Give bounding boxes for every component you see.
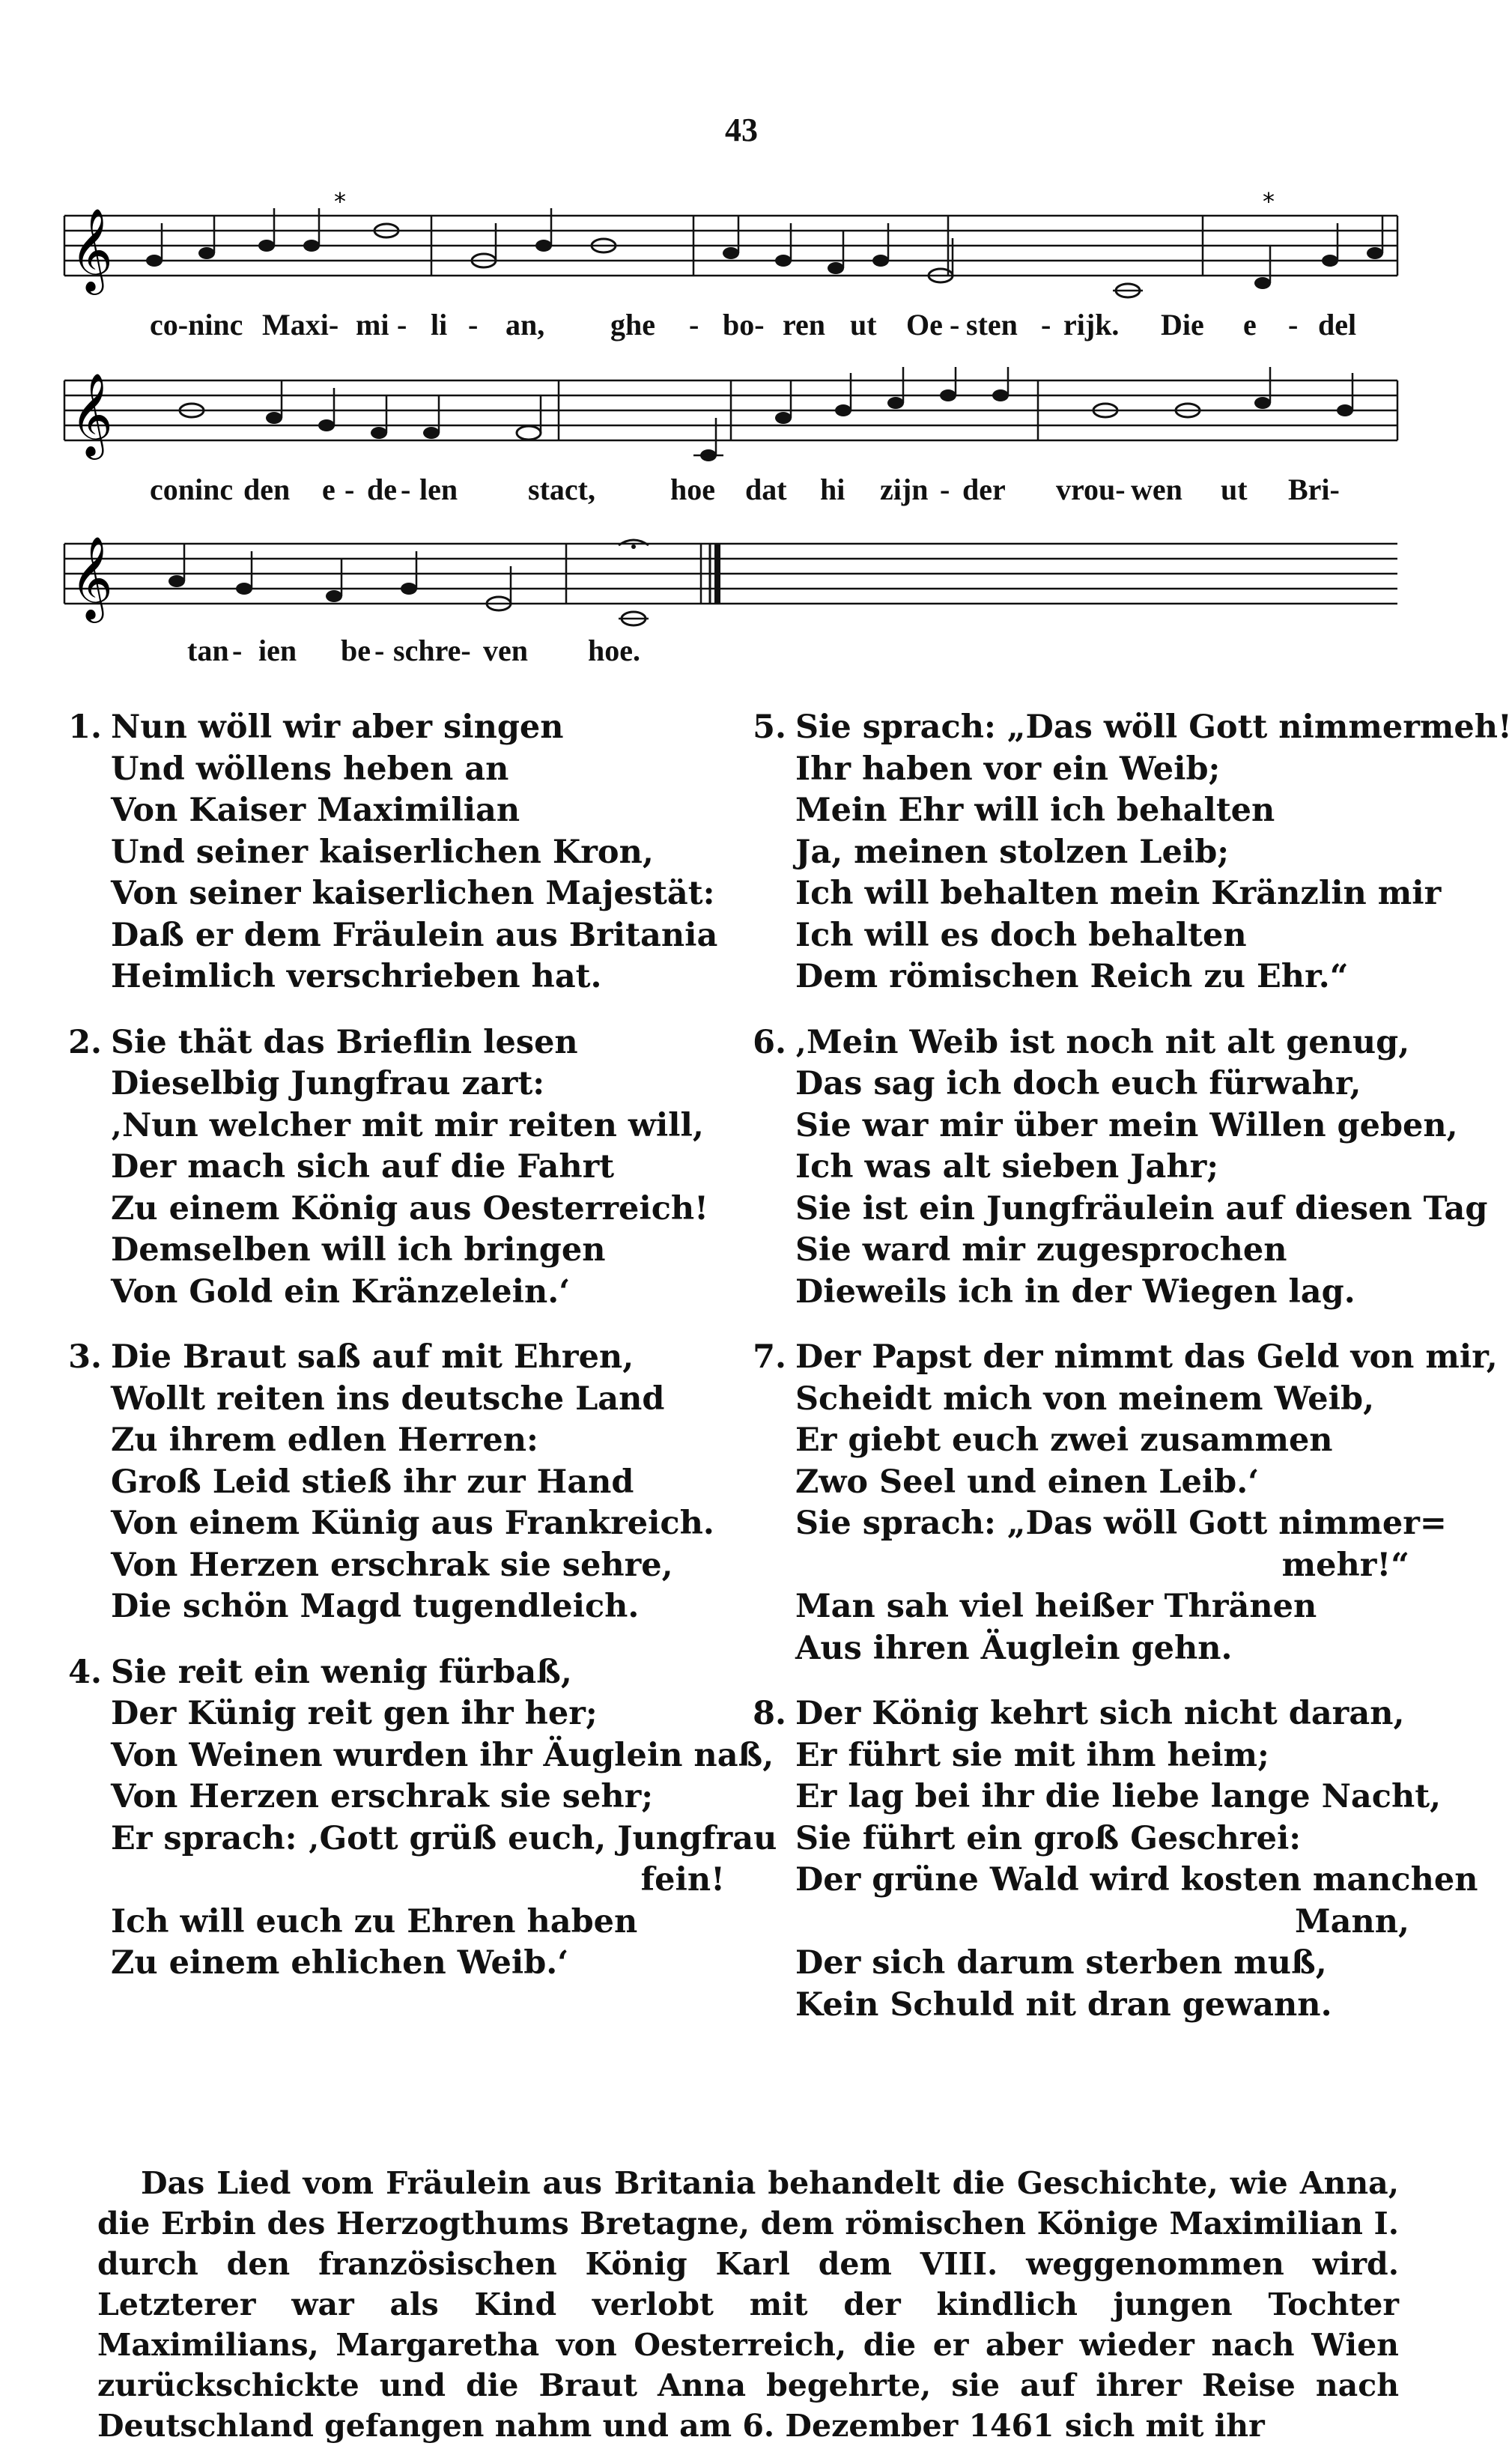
syllable: der [962, 473, 1006, 506]
verse-line-continuation: mehr!“ [1281, 1546, 1409, 1584]
treble-clef-icon: 𝄞 [70, 535, 113, 619]
stanza [68, 707, 725, 998]
svg-text:*: * [334, 187, 346, 216]
stanza [68, 1652, 777, 1985]
stanza-number: 8. [753, 1695, 786, 1732]
syllable: rijk. [1063, 308, 1120, 342]
music-staff-3 [64, 530, 1420, 650]
syllable: ut [850, 308, 877, 342]
syllable: vrou- [1056, 473, 1126, 506]
verse-line: Sie ward mir zugesprochen [795, 1231, 1287, 1269]
verse-line: Der Papst der nimmt das Geld von mir, [795, 1338, 1498, 1376]
verse-line: Ihr haben vor ein Weib; [795, 750, 1221, 788]
verse-line: Nun wöll wir aber singen [111, 708, 564, 746]
syllable: bo- [723, 308, 765, 342]
syllable: dat [745, 473, 787, 506]
syllable: schre- [393, 634, 471, 667]
verse-line: Mein Ehr will ich behalten [795, 792, 1275, 829]
syllable: hi [820, 473, 845, 506]
verse-line: Die schön Magd tugendleich. [111, 1588, 640, 1625]
syllable: coninc [150, 473, 234, 506]
verse-line: Groß Leid stieß ihr zur Hand [111, 1463, 634, 1501]
verse-line: Er giebt euch zwei zusammen [795, 1421, 1333, 1459]
syllable: stact, [528, 473, 595, 506]
stanza-number: 4. [68, 1653, 102, 1691]
verse-line: Aus ihren Äuglein gehn. [795, 1629, 1233, 1667]
stanza-number: 3. [68, 1338, 102, 1376]
verse-line: Wollt reiten ins deutsche Land [111, 1380, 665, 1418]
syllable: - [1288, 308, 1299, 342]
syllable: an, [505, 308, 545, 342]
verse-line: Zu einem König aus Oesterreich! [111, 1189, 709, 1227]
syllable: sten [966, 308, 1018, 342]
syllable: ghe [610, 308, 655, 342]
verse-line: Ich will euch zu Ehren haben [111, 1902, 638, 1940]
verse-line: Er führt sie mit ihm heim; [795, 1736, 1269, 1774]
verse-line: Ich will behalten mein Kränzlin mir [795, 875, 1442, 912]
verse-line: Von Herzen erschrak sie sehr; [111, 1778, 654, 1815]
syllable: del [1318, 308, 1357, 342]
syllable: - [374, 634, 385, 667]
verse-line: Ich was alt sieben Jahr; [795, 1148, 1219, 1186]
verse-line: ‚Mein Weib ist noch nit alt genug, [795, 1023, 1410, 1061]
stanza [753, 707, 1512, 998]
verse-line: Der sich darum sterben muß, [795, 1944, 1327, 1982]
verse-line: Von einem Künig aus Frankreich. [111, 1505, 714, 1542]
verse-line: Er sprach: ‚Gott grüß euch, Jungfrau [111, 1819, 777, 1857]
stanzas-right-column [753, 707, 1512, 2050]
stanza-number: 5. [753, 708, 786, 746]
syllable: wen [1131, 473, 1182, 506]
stanzas-left-column [68, 707, 777, 2009]
syllable: ven [483, 634, 528, 667]
music-staff-1 [64, 187, 1420, 322]
verse-line: Der mach sich auf die Fahrt [111, 1148, 615, 1186]
syllable: tan [187, 634, 229, 667]
verse-line: Von Kaiser Maximilian [111, 792, 520, 829]
commentary-paragraph: Das Lied vom Fräulein aus Britania behandelt die Geschichte, wie Anna, die Erbin des Herzogthums Bretagne, dem römischen Könige Maximilian I. durch den französischen König Karl dem VIII. weggenommen wird. Letzterer war als Kind verlobt mit der kindlich jungen Tochter Maximilians, Margaretha von Oesterreich, die er aber wieder nach Wien zurückschickte und die Braut Anna begehrte, sie auf ihrer Reise nach Deutschland gefangen nahm und am 6. Dezember 1461 sich mit ihr [97, 2165, 1399, 2444]
verse-line: Sie sprach: „Das wöll Gott nimmer= [795, 1505, 1447, 1542]
verse-line: Scheidt mich von meinem Weib, [795, 1380, 1375, 1418]
treble-clef-icon: 𝄞 [70, 372, 113, 456]
syllable: ut [1221, 473, 1248, 506]
verse-line: Man sah viel heißer Thränen [795, 1588, 1317, 1625]
verse-line: Das sag ich doch euch fürwahr, [795, 1065, 1361, 1102]
stanza [68, 1337, 725, 1628]
verse-line: Sie führt ein groß Geschrei: [795, 1819, 1302, 1857]
verse-line: Der grüne Wald wird kosten manchen [795, 1861, 1478, 1899]
verse-line: Heimlich verschrieben hat. [111, 958, 602, 995]
svg-text:*: * [1263, 187, 1275, 216]
verse-line: Und wöllens heben an [111, 750, 509, 788]
verse-line: Und seiner kaiserlichen Kron, [111, 833, 654, 871]
verse-line: Kein Schuld nit dran gewann. [795, 1985, 1332, 2024]
syllable: mi [356, 308, 389, 342]
verse-line: Dieweils ich in der Wiegen lag. [795, 1272, 1355, 1311]
verse-line: Sie thät das Brieflin lesen [111, 1023, 578, 1061]
syllable: len [419, 473, 458, 506]
verse-line-continuation: Mann, [1295, 1902, 1409, 1940]
verse-line: Von seiner kaiserlichen Majestät: [111, 875, 715, 912]
verse-line: Von Herzen erschrak sie sehre, [111, 1546, 673, 1584]
syllable: hoe [670, 473, 715, 506]
syllable: e [1243, 308, 1257, 342]
verse-line: Zu einem ehlichen Weib.‘ [111, 1944, 569, 1982]
syllable: Die [1161, 308, 1204, 342]
verse-line: Von Weinen wurden ihr Äuglein naß, [111, 1736, 774, 1774]
verse-line: Von Gold ein Kränzelein.‘ [111, 1272, 571, 1311]
syllable: Oe [906, 308, 943, 342]
syllable: ien [258, 634, 297, 667]
syllable: e [322, 473, 336, 506]
verse-line: Dem römischen Reich zu Ehr.“ [795, 958, 1349, 995]
stanza [68, 1022, 725, 1314]
stanza-number: 2. [68, 1023, 102, 1061]
syllable: den [243, 473, 291, 506]
verse-line: Der Künig reit gen ihr her; [111, 1695, 598, 1732]
verse-line: Er lag bei ihr die liebe lange Nacht, [795, 1778, 1442, 1815]
syllable: be [341, 634, 371, 667]
verse-line: Sie ist ein Jungfräulein auf diesen Tag [795, 1189, 1488, 1227]
stanza-number: 1. [68, 708, 102, 746]
syllable: - [401, 473, 411, 506]
verse-line: Die Braut saß auf mit Ehren, [111, 1338, 634, 1376]
syllable: Bri- [1288, 473, 1340, 506]
syllable: - [1041, 308, 1051, 342]
syllable: - [344, 473, 355, 506]
verse-line: Der König kehrt sich nicht daran, [795, 1695, 1405, 1732]
stanza-number: 7. [753, 1338, 786, 1376]
syllable: de [367, 473, 397, 506]
verse-line: Demselben will ich bringen [111, 1231, 606, 1269]
syllable: Maxi- [262, 308, 339, 342]
syllable: - [689, 308, 699, 342]
syllable: zijn [880, 473, 929, 506]
stanza [753, 1693, 1478, 2026]
syllable: - [468, 308, 479, 342]
verse-line: Zu ihrem edlen Herren: [111, 1421, 538, 1459]
syllable: ren [783, 308, 826, 342]
syllable: - [950, 308, 960, 342]
verse-line: ‚Nun welcher mit mir reiten will, [111, 1106, 704, 1144]
verse-line: Ja, meinen stolzen Leib; [795, 833, 1230, 871]
stanza [753, 1337, 1498, 1669]
syllable: co-ninc [150, 308, 243, 342]
syllable: hoe. [588, 634, 640, 667]
verse-line: Sie war mir über mein Willen geben, [795, 1106, 1458, 1144]
treble-clef-icon: 𝄞 [70, 207, 113, 291]
syllable: - [397, 308, 407, 342]
stanza-number: 6. [753, 1023, 786, 1061]
syllable: li [431, 308, 448, 342]
music-staff-2 [64, 367, 1420, 487]
verse-line: Sie reit ein wenig fürbaß, [111, 1653, 572, 1691]
stanza [753, 1022, 1488, 1314]
syllable: - [232, 634, 243, 667]
page-number: 43 [725, 112, 758, 148]
verse-line: Ich will es doch behalten [795, 916, 1247, 954]
verse-line: Sie sprach: „Das wöll Gott nimmermeh! [795, 708, 1512, 746]
verse-line: Daß er dem Fräulein aus Britania [111, 916, 718, 954]
verse-line-continuation: fein! [640, 1861, 725, 1899]
verse-line: Zwo Seel und einen Leib.‘ [795, 1463, 1260, 1501]
syllable: - [940, 473, 950, 506]
verse-line: Dieselbig Jungfrau zart: [111, 1065, 545, 1102]
